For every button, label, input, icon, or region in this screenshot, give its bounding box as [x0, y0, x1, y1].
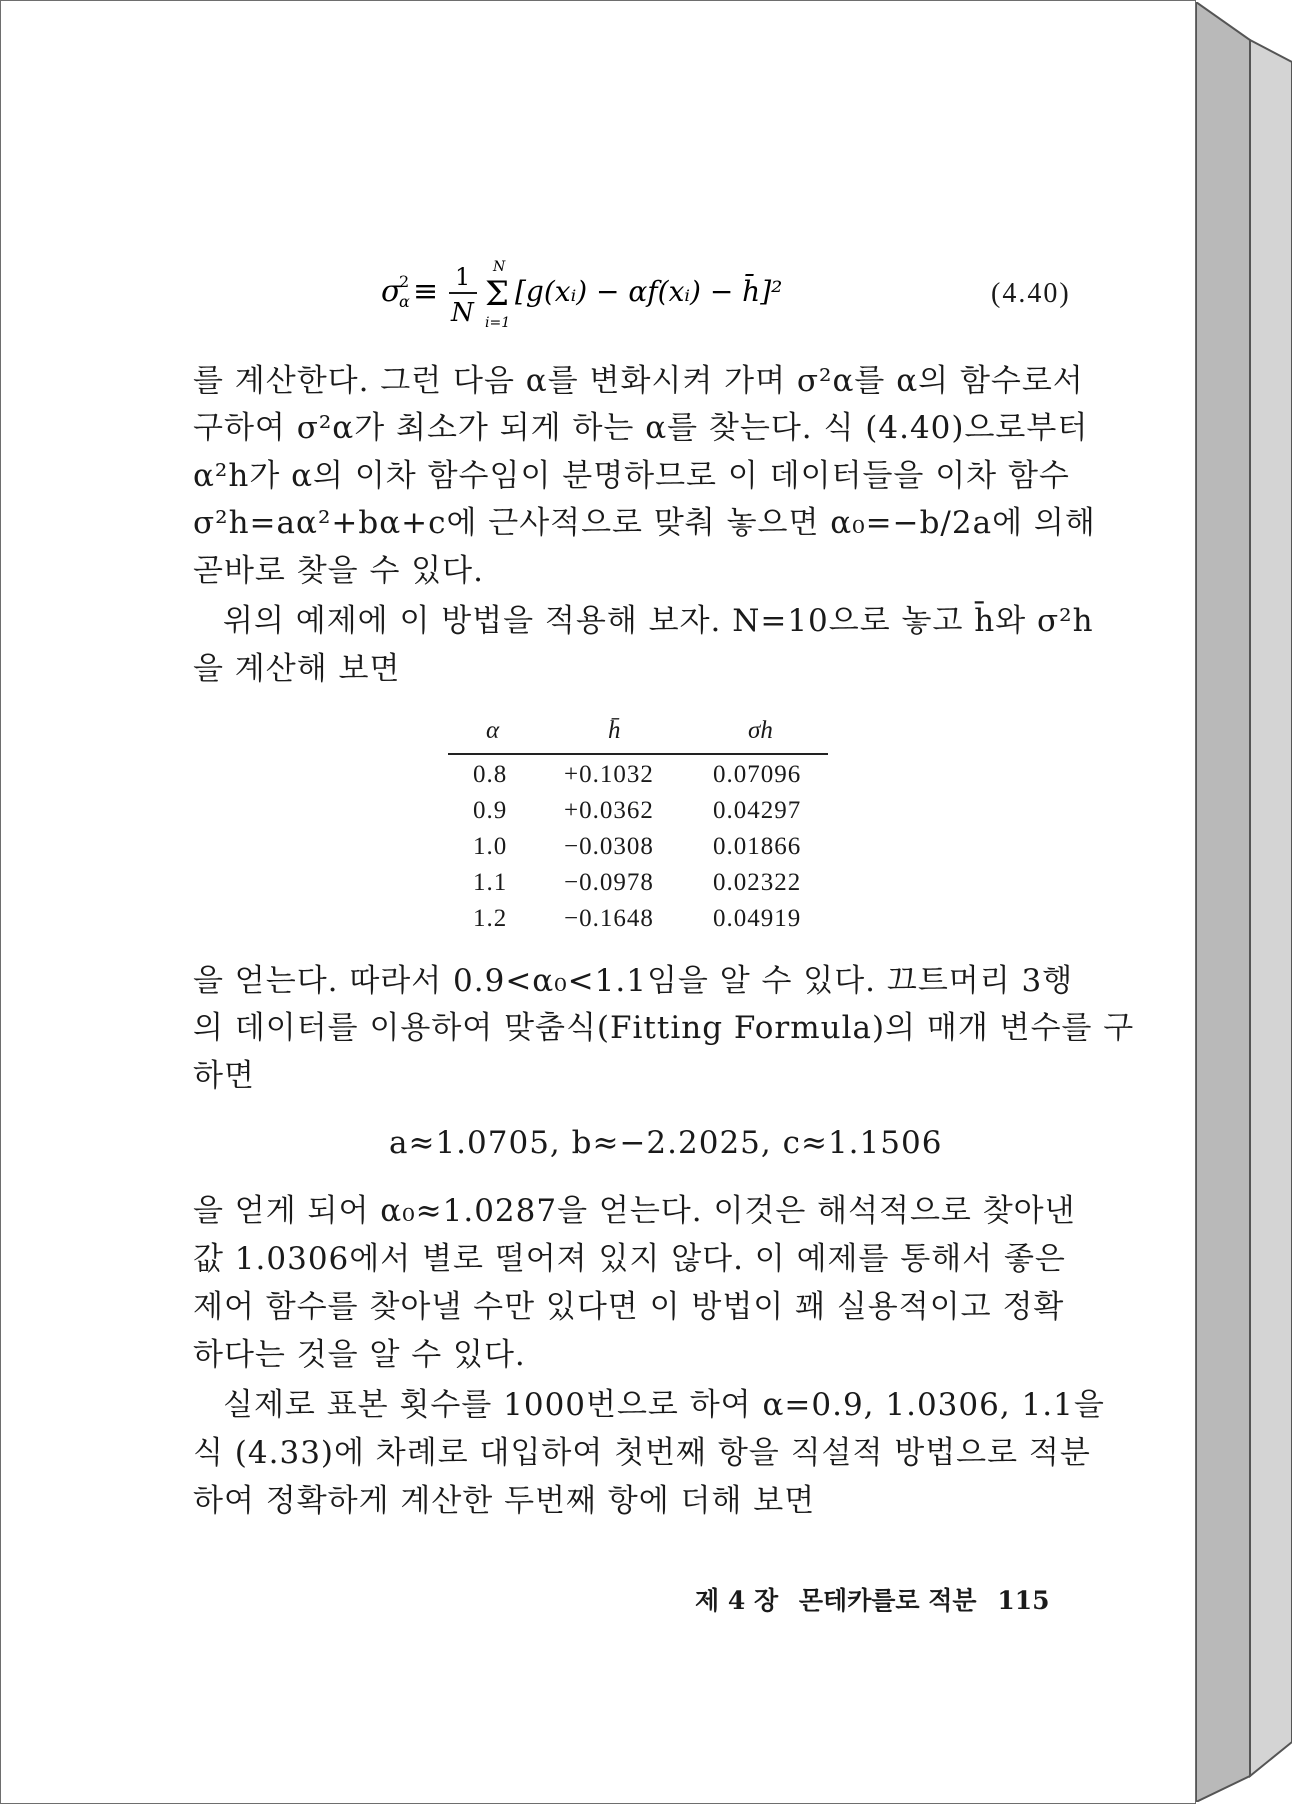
text-line: 위의 예제에 이 방법을 적용해 보자. N=10으로 놓고 h̄와 σ²h — [223, 603, 1094, 639]
table-cell: 0.04919 — [713, 905, 802, 932]
table-cell: +0.0362 — [564, 797, 654, 824]
text-line: σ²h=aα²+bα+c에 근사적으로 맞춰 놓으면 α₀=−b/2a에 의해 — [193, 505, 1096, 541]
table-cell: 0.02322 — [713, 869, 802, 896]
page-number: 115 — [997, 1586, 1050, 1615]
table-cell: +0.1032 — [564, 761, 654, 788]
eq-sub: α — [399, 292, 410, 311]
text-line: 을 얻게 되어 α₀≈1.0287을 얻는다. 이것은 해석적으로 찾아낸 — [193, 1193, 1076, 1229]
eq-body: [g(xᵢ) − αf(xᵢ) − h̄]² — [515, 275, 783, 308]
text-line: 구하여 σ²α가 최소가 되게 하는 α를 찾는다. 식 (4.40)으로부터 — [193, 410, 1089, 446]
text-line: 하다는 것을 알 수 있다. — [193, 1337, 526, 1373]
text-line: 값 1.0306에서 별로 떨어져 있지 않다. 이 예제를 통해서 좋은 — [193, 1241, 1066, 1277]
eq-frac-num: 1 — [455, 263, 471, 291]
table-cell: −0.0308 — [564, 833, 654, 860]
table-header — [448, 717, 828, 755]
eq-sum-bottom: i=1 — [485, 315, 511, 331]
text-line: 의 데이터를 이용하여 맞춤식(Fitting Formula)의 매개 변수를 구 — [193, 1010, 1135, 1046]
table-row — [448, 863, 828, 899]
results-table — [448, 717, 828, 935]
eq-sum-symbol: Σ — [485, 274, 510, 314]
table-cell: 0.01866 — [713, 833, 802, 860]
text-line: 식 (4.33)에 차례로 대입하여 첫번째 항을 직설적 방법으로 적분 — [193, 1435, 1091, 1471]
text-line: 를 계산한다. 그런 다음 α를 변화시켜 가며 σ²α를 α의 함수로서 — [193, 363, 1084, 399]
table-cell: −0.0978 — [564, 869, 654, 896]
table-header-cell: α — [486, 717, 500, 744]
table-row — [448, 899, 828, 935]
text-line: 을 계산해 보면 — [193, 651, 401, 687]
table-cell: 0.9 — [473, 797, 508, 824]
table-row — [448, 791, 828, 827]
equation-number: (4.40) — [991, 278, 1071, 309]
text-line: 하여 정확하게 계산한 두번째 항에 더해 보면 — [193, 1483, 816, 1519]
table-header-cell: σh — [748, 717, 773, 744]
table-header-cell: h̄ — [608, 717, 621, 744]
table-cell: 0.04297 — [713, 797, 802, 824]
book-edge — [1196, 2, 1292, 1802]
table-row — [448, 755, 828, 791]
text-line: 실제로 표본 횟수를 1000번으로 하여 α=0.9, 1.0306, 1.1을 — [223, 1387, 1105, 1423]
table-cell: 1.1 — [473, 869, 508, 896]
table-cell: 1.2 — [473, 905, 508, 932]
eq-frac-den: N — [451, 298, 474, 328]
table-cell: 1.0 — [473, 833, 508, 860]
table-cell: 0.07096 — [713, 761, 802, 788]
eq-sum-top: N — [493, 259, 506, 275]
page-footer — [695, 1581, 1062, 1617]
eq-equiv: ≡ — [413, 274, 439, 309]
text-line: 을 얻는다. 따라서 0.9<α₀<1.1임을 알 수 있다. 끄트머리 3행 — [193, 963, 1074, 999]
table-row — [448, 827, 828, 863]
table-cell: −0.1648 — [564, 905, 654, 932]
table-cell: 0.8 — [473, 761, 508, 788]
eq-sup: 2 — [399, 272, 410, 291]
footer-title: 몬테카를로 적분 — [798, 1586, 977, 1615]
equation-graphic — [381, 259, 1081, 339]
footer-chapter: 제 4 장 — [695, 1586, 779, 1615]
text-line: 제어 함수를 찾아낼 수만 있다면 이 방법이 꽤 실용적이고 정확 — [193, 1289, 1065, 1325]
eq-sigma: σ — [381, 274, 402, 309]
equation-4-40 — [381, 259, 1081, 339]
text-line: 하면 — [193, 1058, 255, 1094]
text-line: α²h가 α의 이차 함수임이 분명하므로 이 데이터들을 이차 함수 — [193, 458, 1070, 494]
text-line: 곧바로 찾을 수 있다. — [193, 553, 484, 589]
result-line: a≈1.0705, b≈−2.2025, c≈1.1506 — [389, 1125, 943, 1161]
